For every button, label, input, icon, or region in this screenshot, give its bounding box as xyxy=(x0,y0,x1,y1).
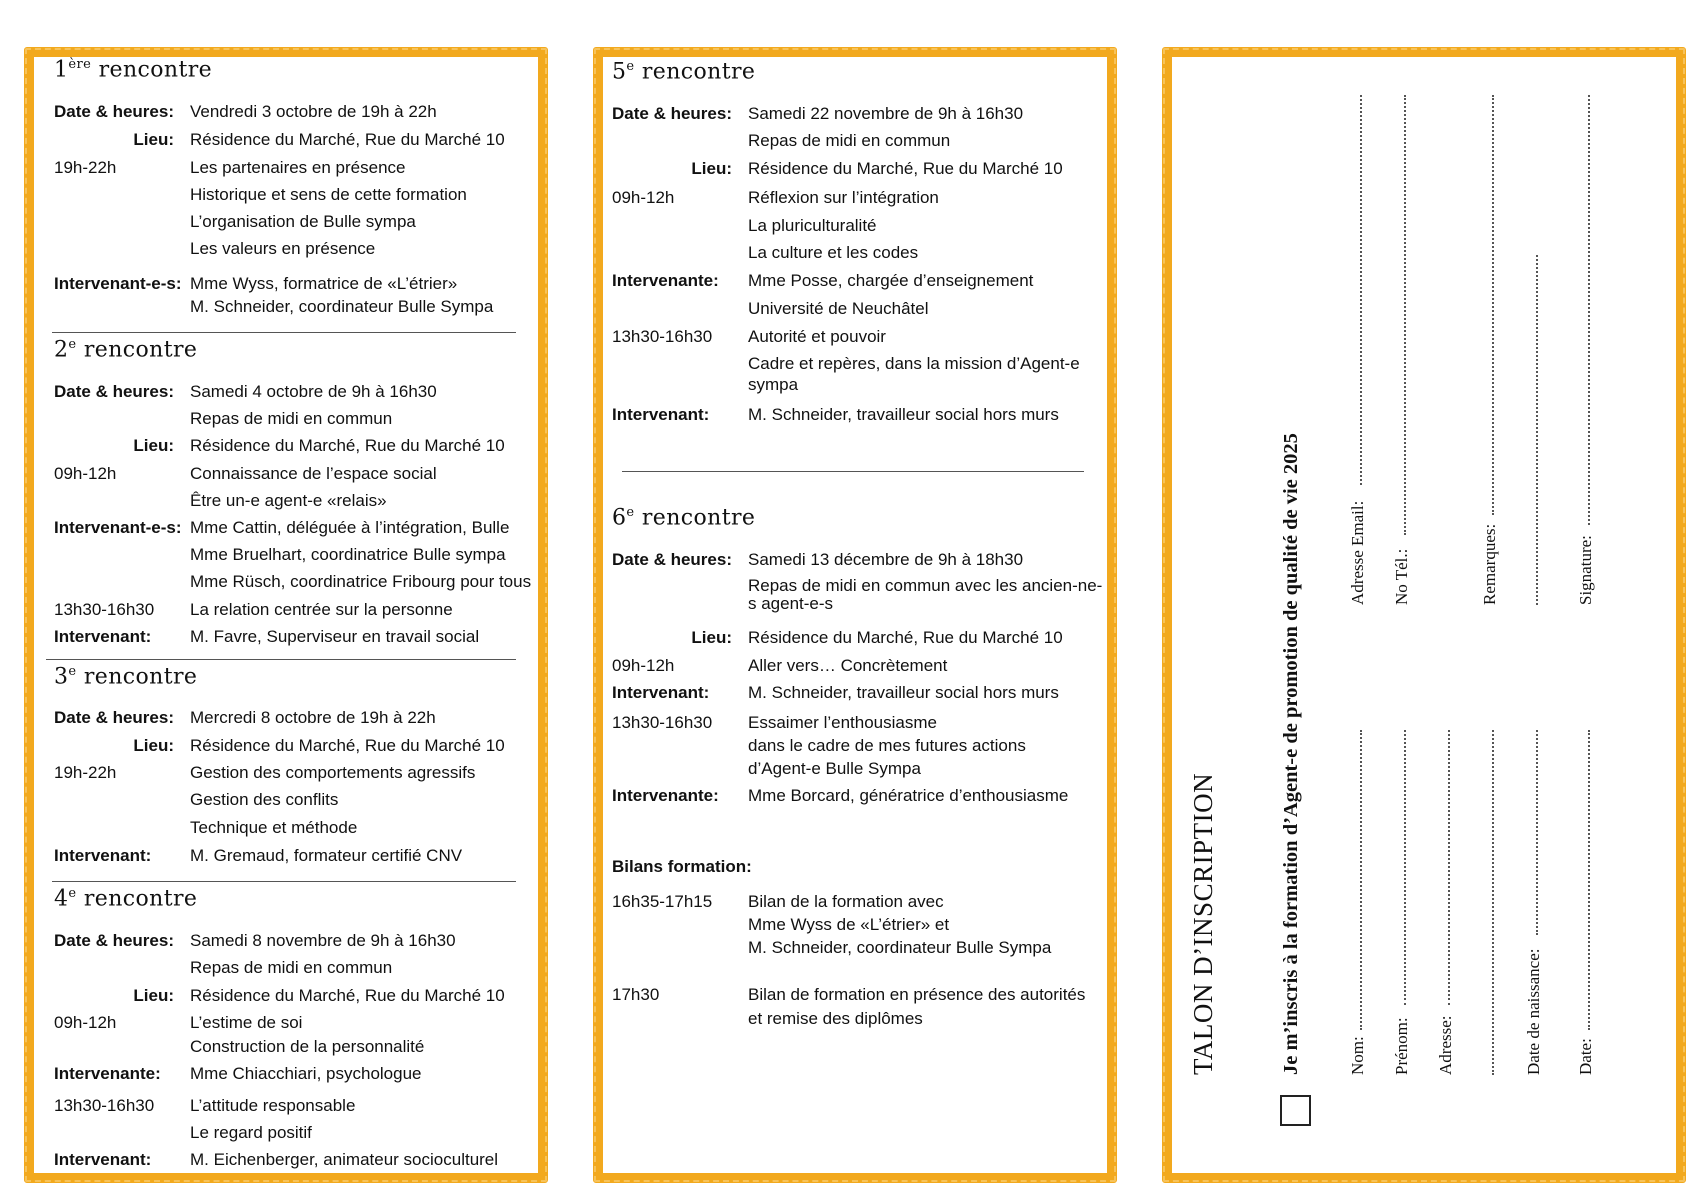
meeting-3-topic: Gestion des conflits xyxy=(190,790,339,809)
bilans-line: Bilan de la formation avec xyxy=(748,892,944,911)
meeting-1-topic: Les valeurs en présence xyxy=(190,239,376,258)
meeting-4-date-label: Date & heures: xyxy=(54,931,174,950)
meeting-4-lieu: Résidence du Marché, Rue du Marché 10 xyxy=(190,986,505,1005)
meeting-2-time-2: 13h30-16h30 xyxy=(54,600,155,619)
field-label-prenom: Prénom: xyxy=(1392,1017,1411,1075)
meeting-5-meal: Repas de midi en commun xyxy=(748,131,951,150)
meeting-4-meal: Repas de midi en commun xyxy=(190,958,393,977)
meeting-6-date: Samedi 13 décembre de 9h à 18h30 xyxy=(748,550,1024,569)
meeting-1-lieu-label: Lieu: xyxy=(133,130,174,149)
meeting-4-speaker-label-2: Intervenant: xyxy=(54,1150,152,1169)
field-label-remarques: Remarques: xyxy=(1480,523,1499,605)
meeting-5-topic: Cadre et repères, dans la mission d’Agent-e sympa xyxy=(748,354,1080,394)
bilans-time-1: 16h35-17h15 xyxy=(612,892,713,911)
field-email[interactable] xyxy=(1360,95,1362,485)
field-remarques[interactable] xyxy=(1492,95,1494,515)
field-naissance[interactable] xyxy=(1536,730,1538,935)
meeting-3-date: Mercredi 8 octobre de 19h à 22h xyxy=(190,708,436,727)
meeting-6-speaker: Mme Borcard, génératrice d’enthousiasme xyxy=(748,786,1069,805)
meeting-6-topic: d’Agent-e Bulle Sympa xyxy=(748,759,921,778)
field-date[interactable] xyxy=(1588,730,1590,1030)
meeting-1-speaker: M. Schneider, coordinateur Bulle Sympa xyxy=(190,297,494,316)
meeting-3-lieu: Résidence du Marché, Rue du Marché 10 xyxy=(190,736,505,755)
meeting-4-time-1: 09h-12h xyxy=(54,1013,117,1032)
meeting-5-topic: La culture et les codes xyxy=(748,243,919,262)
meeting-1-date: Vendredi 3 octobre de 19h à 22h xyxy=(190,102,437,121)
meeting-6-topic: Essaimer l’enthousiasme xyxy=(748,713,937,732)
field-signature[interactable] xyxy=(1588,95,1590,525)
meeting-4-time-2: 13h30-16h30 xyxy=(54,1096,155,1115)
bilans-heading: Bilans formation: xyxy=(612,857,752,876)
meeting-6-topic: Aller vers… Concrètement xyxy=(748,656,948,675)
meeting-3-topic: Technique et méthode xyxy=(190,818,358,837)
meeting-2-speaker: M. Favre, Superviseur en travail social xyxy=(190,627,480,646)
meeting-2-title: 2e rencontre xyxy=(54,337,198,363)
meeting-4-topic: Le regard positif xyxy=(190,1123,312,1142)
divider xyxy=(52,881,516,882)
meeting-6-time-2: 13h30-16h30 xyxy=(612,713,713,732)
divider xyxy=(622,471,1084,472)
meeting-5-time-1: 09h-12h xyxy=(612,188,675,207)
registration-statement: Je m’inscris à la formation d’Agent-e de promotion de qualité de vie 2025 xyxy=(1280,433,1302,1075)
meeting-2-speaker: Mme Rüsch, coordinatrice Fribourg pour tous xyxy=(190,572,532,591)
meeting-5-speaker-label-1: Intervenante: xyxy=(612,271,719,290)
meeting-5-time-2: 13h30-16h30 xyxy=(612,327,713,346)
meeting-2-topic: La relation centrée sur la personne xyxy=(190,600,453,619)
meeting-5-lieu: Résidence du Marché, Rue du Marché 10 xyxy=(748,159,1063,178)
bilans-line: Mme Wyss de «L’étrier» et xyxy=(748,915,950,934)
meeting-4-date: Samedi 8 novembre de 9h à 16h30 xyxy=(190,931,456,950)
meeting-4-topic: L’estime de soi xyxy=(190,1013,303,1032)
field-label-signature: Signature: xyxy=(1576,535,1595,605)
meeting-3-time: 19h-22h xyxy=(54,763,117,782)
bilans-time-2: 17h30 xyxy=(612,985,660,1004)
meeting-2-meal: Repas de midi en commun xyxy=(190,409,393,428)
meeting-1-topic: Historique et sens de cette formation xyxy=(190,185,467,204)
field-label-naissance: Date de naissance: xyxy=(1524,948,1543,1075)
field-label-email: Adresse Email: xyxy=(1348,500,1367,605)
meeting-1-speaker-label: Intervenant-e-s: xyxy=(54,274,182,293)
meeting-6-speaker-label-1: Intervenant: xyxy=(612,683,710,702)
divider xyxy=(46,659,516,660)
meeting-1-speaker: Mme Wyss, formatrice de «L’étrier» xyxy=(190,274,458,293)
meeting-6-date-label: Date & heures: xyxy=(612,550,732,569)
registration-form xyxy=(1188,90,1668,1130)
meeting-4-topic: L’attitude responsable xyxy=(190,1096,356,1115)
meeting-1-title: 1ère rencontre xyxy=(54,57,213,83)
bilans-line: et remise des diplômes xyxy=(748,1009,923,1028)
field-remarques-line-2[interactable] xyxy=(1536,255,1538,605)
meeting-3-lieu-label: Lieu: xyxy=(133,736,174,755)
meeting-5-topic: Autorité et pouvoir xyxy=(748,327,886,346)
meeting-4-speaker: M. Eichenberger, animateur socioculturel xyxy=(190,1150,499,1169)
meeting-5-speaker: Mme Posse, chargée d’enseignement xyxy=(748,271,1034,290)
meeting-3-speaker: M. Gremaud, formateur certifié CNV xyxy=(190,846,463,865)
meeting-5-date-label: Date & heures: xyxy=(612,104,732,123)
form-title: TALON D’INSCRIPTION xyxy=(1188,772,1218,1075)
meeting-4-lieu-label: Lieu: xyxy=(133,986,174,1005)
field-label-date: Date: xyxy=(1576,1038,1595,1075)
meeting-2-speaker: Mme Cattin, déléguée à l’intégration, Bulle xyxy=(190,518,510,537)
registration-checkbox[interactable] xyxy=(1280,1095,1311,1126)
field-adresse[interactable] xyxy=(1448,730,1450,1005)
meeting-4-speaker-label-1: Intervenante: xyxy=(54,1064,161,1083)
field-tel[interactable] xyxy=(1404,95,1406,535)
meeting-4-title: 4e rencontre xyxy=(54,886,198,912)
field-adresse-line-2[interactable] xyxy=(1492,730,1494,1075)
meeting-2-time-1: 09h-12h xyxy=(54,464,117,483)
meeting-2-lieu: Résidence du Marché, Rue du Marché 10 xyxy=(190,436,505,455)
meeting-1-topic: L’organisation de Bulle sympa xyxy=(190,212,416,231)
meeting-4-topic: Construction de la personnalité xyxy=(190,1037,425,1056)
meeting-1-topic: Les partenaires en présence xyxy=(190,158,406,177)
meeting-2-lieu-label: Lieu: xyxy=(133,436,174,455)
meeting-6-meal: Repas de midi en commun avec les ancien-ne-s agent-e-s xyxy=(748,576,1103,613)
field-label-adresse: Adresse: xyxy=(1436,1015,1455,1075)
divider xyxy=(52,332,516,333)
meeting-4-speaker: Mme Chiacchiari, psychologue xyxy=(190,1064,422,1083)
bilans-line: Bilan de formation en présence des autorités xyxy=(748,985,1086,1004)
meeting-6-speaker-label-2: Intervenante: xyxy=(612,786,719,805)
meeting-2-speaker-label-1: Intervenant-e-s: xyxy=(54,518,182,537)
meeting-2-date: Samedi 4 octobre de 9h à 16h30 xyxy=(190,382,437,401)
meeting-6-lieu-label: Lieu: xyxy=(691,628,732,647)
meeting-5-speaker-label-2: Intervenant: xyxy=(612,405,710,424)
meeting-2-speaker: Mme Bruelhart, coordinatrice Bulle sympa xyxy=(190,545,506,564)
meeting-5-speaker: M. Schneider, travailleur social hors murs xyxy=(748,405,1059,424)
meeting-3-title: 3e rencontre xyxy=(54,664,198,690)
meeting-2-topic: Connaissance de l’espace social xyxy=(190,464,437,483)
meeting-5-speaker: Université de Neuchâtel xyxy=(748,299,929,318)
meeting-2-topic: Être un-e agent-e «relais» xyxy=(190,491,387,510)
bilans-line: M. Schneider, coordinateur Bulle Sympa xyxy=(748,938,1052,957)
meeting-6-lieu: Résidence du Marché, Rue du Marché 10 xyxy=(748,628,1063,647)
field-label-nom: Nom: xyxy=(1348,1036,1367,1075)
field-label-tel: No Tél.: xyxy=(1392,548,1411,605)
meeting-5-lieu-label: Lieu: xyxy=(691,159,732,178)
field-prenom[interactable] xyxy=(1404,730,1406,1005)
meeting-5-date: Samedi 22 novembre de 9h à 16h30 xyxy=(748,104,1024,123)
meeting-6-speaker: M. Schneider, travailleur social hors murs xyxy=(748,683,1059,702)
meeting-6-topic: dans le cadre de mes futures actions xyxy=(748,736,1026,755)
meeting-1-time: 19h-22h xyxy=(54,158,117,177)
meeting-3-speaker-label: Intervenant: xyxy=(54,846,152,865)
meeting-6-time-1: 09h-12h xyxy=(612,656,675,675)
meeting-3-topic: Gestion des comportements agressifs xyxy=(190,763,476,782)
meeting-2-date-label: Date & heures: xyxy=(54,382,174,401)
meeting-1-lieu: Résidence du Marché, Rue du Marché 10 xyxy=(190,130,505,149)
meeting-3-date-label: Date & heures: xyxy=(54,708,174,727)
meeting-6-title: 6e rencontre xyxy=(612,505,756,531)
field-nom[interactable] xyxy=(1360,730,1362,1030)
meeting-1-date-label: Date & heures: xyxy=(54,102,174,121)
meeting-5-topic: Réflexion sur l’intégration xyxy=(748,188,939,207)
meeting-5-topic: La pluriculturalité xyxy=(748,216,877,235)
meeting-2-speaker-label-2: Intervenant: xyxy=(54,627,152,646)
meeting-5-title: 5e rencontre xyxy=(612,59,756,85)
